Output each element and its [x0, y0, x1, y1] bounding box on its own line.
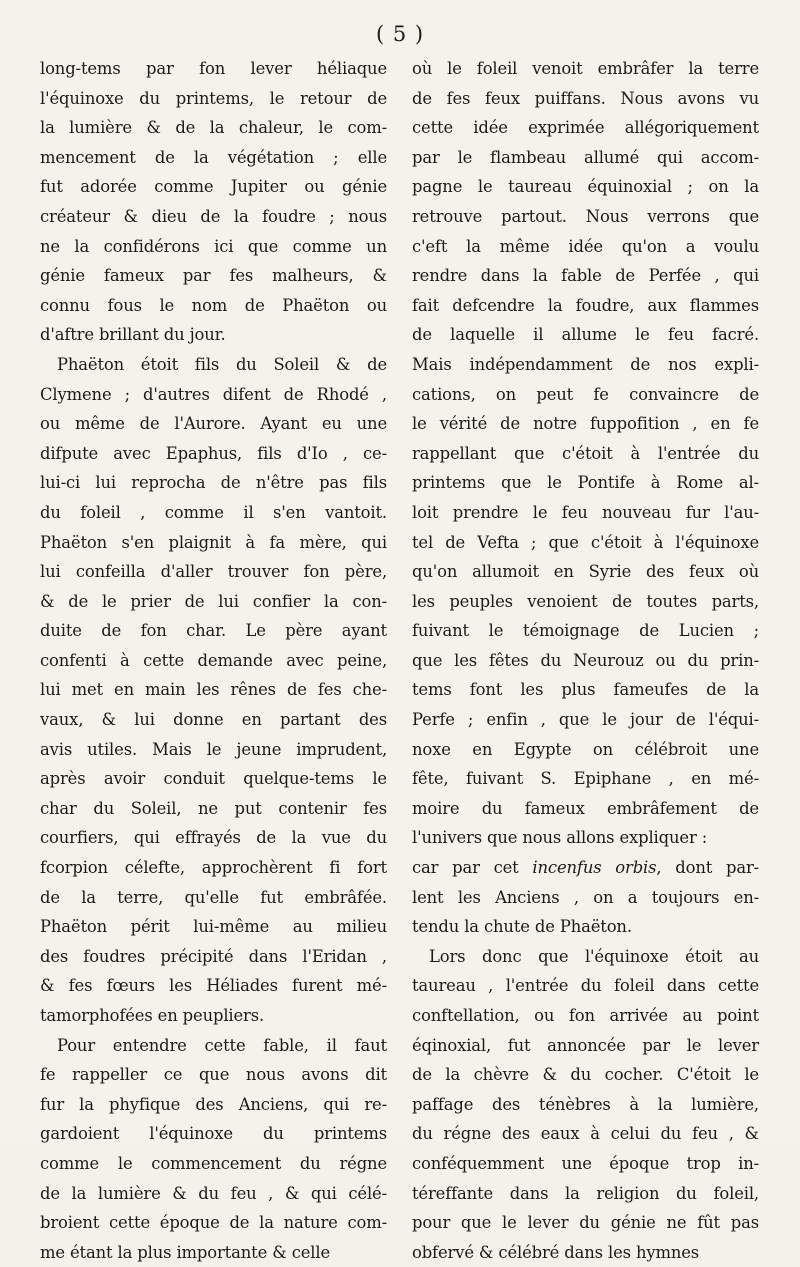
text-line: qu'on allumoit en Syrie des feux où: [412, 562, 759, 582]
text-line: conféquemment une époque trop in-: [412, 1153, 759, 1173]
text-line: cette idée exprimée allégoriquement: [412, 118, 759, 138]
text-line: Phaëton étoit fils du Soleil & de: [57, 354, 387, 374]
text-line: noxe en Egypte on célébroit une: [412, 739, 759, 759]
latin-phrase: incenfus orbis: [532, 858, 657, 878]
text-line: fête, fuivant S. Epiphane , en mé-: [412, 769, 759, 789]
text-line: Clymene ; d'autres difent de Rhodé ,: [40, 384, 387, 404]
text-line: fur la phyfique des Anciens, qui re-: [40, 1094, 387, 1114]
text-line: printems que le Pontife à Rome al-: [412, 473, 759, 493]
text-line: Phaëton périt lui-même au milieu: [40, 917, 387, 937]
text-line: & fes fœurs les Héliades furent mé-: [40, 976, 387, 996]
text-line: [412, 853, 759, 883]
text-line: lui met en main les rênes de fes che-: [40, 680, 387, 700]
text-line: vaux, & lui donne en partant des: [40, 710, 387, 730]
text-line: d'aftre brillant du jour.: [40, 325, 226, 345]
text-line: fut adorée comme Jupiter ou génie: [40, 177, 387, 197]
page-number: ( 5 ): [376, 22, 425, 46]
text-line: Perfe ; enfin , que le jour de l'équi-: [412, 710, 759, 730]
text-line: éqinoxial, fut annoncée par le lever: [412, 1035, 759, 1055]
text-line: pour que le lever du génie ne fût pas: [412, 1213, 759, 1233]
text-line: le vérité de notre fuppofition , en fe: [412, 414, 759, 434]
text-line: Mais indépendamment de nos expli-: [412, 354, 759, 374]
text-line: pagne le taureau équinoxial ; on la: [412, 177, 759, 197]
text-line: loit prendre le feu nouveau fur l'au-: [412, 502, 759, 522]
text-line: de la chèvre & du cocher. C'étoit le: [412, 1065, 759, 1085]
text-line: du foleil , comme il s'en vantoit.: [40, 502, 387, 522]
text-line: cations, on peut fe convaincre de: [412, 384, 759, 404]
text-line: comme le commencement du régne: [40, 1153, 387, 1173]
text-line: fait defcendre la foudre, aux flammes: [412, 295, 759, 315]
text-line: la lumière & de la chaleur, le com-: [40, 118, 387, 138]
text-line: l'univers que nous allons expliquer :: [412, 828, 708, 848]
text-line: l'équinoxe du printems, le retour de: [40, 88, 387, 108]
text-line: de la terre, qu'elle fut embrâfée.: [40, 887, 387, 907]
text-line: courfiers, qui effrayés de la vue du: [40, 828, 387, 848]
text-line: broient cette époque de la nature com-: [40, 1213, 387, 1233]
text-line: lent les Anciens , on a toujours en-: [412, 887, 759, 907]
line-text: , dont par-: [656, 858, 760, 878]
right-text-column: [412, 54, 759, 1267]
text-line: lui-ci lui reprocha de n'être pas fils: [40, 473, 387, 493]
text-line: Lors donc que l'équinoxe étoit au: [429, 946, 759, 966]
text-line: téreffante dans la religion du foleil,: [412, 1183, 759, 1203]
text-line: fe rappeller ce que nous avons dit: [40, 1065, 387, 1085]
text-line: du régne des eaux à celui du feu , &: [412, 1124, 759, 1144]
text-line: tendu la chute de Phaëton.: [412, 917, 632, 937]
text-line: duite de fon char. Le père ayant: [40, 621, 387, 641]
text-line: fuivant le témoignage de Lucien ;: [412, 621, 759, 641]
text-line: confenti à cette demande avec peine,: [40, 650, 387, 670]
text-line: de la lumière & du feu , & qui célé-: [40, 1183, 387, 1203]
text-line: obfervé & célébré dans les hymnes: [412, 1242, 700, 1262]
text-line: moire du fameux embrâfement de: [412, 798, 759, 818]
text-line: connu fous le nom de Phaëton ou: [40, 295, 387, 315]
text-line: créateur & dieu de la foudre ; nous: [40, 206, 387, 226]
text-line: que les fêtes du Neurouz ou du prin-: [412, 650, 759, 670]
text-line: de fes feux puiffans. Nous avons vu: [412, 88, 759, 108]
text-line: c'eft la même idée qu'on a voulu: [412, 236, 759, 256]
text-line: rappellant que c'étoit à l'entrée du: [412, 443, 759, 463]
text-line: génie fameux par fes malheurs, &: [40, 266, 387, 286]
text-line: après avoir conduit quelque-tems le: [40, 769, 387, 789]
text-line: par le flambeau allumé qui accom-: [412, 147, 759, 167]
text-line: lui confeilla d'aller trouver fon père,: [40, 562, 387, 582]
text-line: conftellation, ou fon arrivée au point: [412, 1006, 759, 1025]
text-line: où le foleil venoit embrâfer la terre: [412, 59, 759, 78]
text-line: de laquelle il allume le feu facré.: [412, 325, 759, 345]
text-line: ou même de l'Aurore. Ayant eu une: [40, 414, 387, 434]
text-line: Phaëton s'en plaignit à fa mère, qui: [40, 532, 387, 552]
text-line: tamorphofées en peupliers.: [40, 1006, 265, 1025]
text-line: mencement de la végétation ; elle: [40, 147, 387, 167]
text-line: taureau , l'entrée du foleil dans cette: [412, 976, 759, 996]
left-text-column: [40, 54, 387, 1267]
text-line: me étant la plus importante & celle: [40, 1242, 331, 1262]
text-line: ne la confidérons ici que comme un: [40, 236, 387, 256]
text-line: & de le prier de lui confier la con-: [40, 591, 387, 611]
text-line: rendre dans la fable de Perfée , qui: [412, 266, 759, 286]
text-line: difpute avec Epaphus, fils d'Io , ce-: [40, 443, 387, 463]
text-line: paffage des ténèbres à la lumière,: [412, 1094, 759, 1114]
text-line: fcorpion célefte, approchèrent fi fort: [40, 858, 387, 878]
text-line: tel de Vefta ; que c'étoit à l'équinoxe: [412, 532, 759, 552]
text-line: tems font les plus fameufes de la: [412, 680, 759, 700]
text-line: avis utiles. Mais le jeune imprudent,: [40, 739, 387, 759]
text-line: des foudres précipité dans l'Eridan ,: [40, 946, 387, 966]
text-line: char du Soleil, ne put contenir fes: [40, 798, 387, 818]
text-line: Pour entendre cette fable, il faut: [57, 1035, 387, 1055]
line-text: car par cet: [412, 858, 533, 878]
text-line: long-tems par fon lever héliaque: [40, 59, 387, 78]
text-line: gardoient l'équinoxe du printems: [40, 1124, 387, 1144]
text-line: retrouve partout. Nous verrons que: [412, 206, 759, 226]
text-line: les peuples venoient de toutes parts,: [412, 591, 759, 611]
